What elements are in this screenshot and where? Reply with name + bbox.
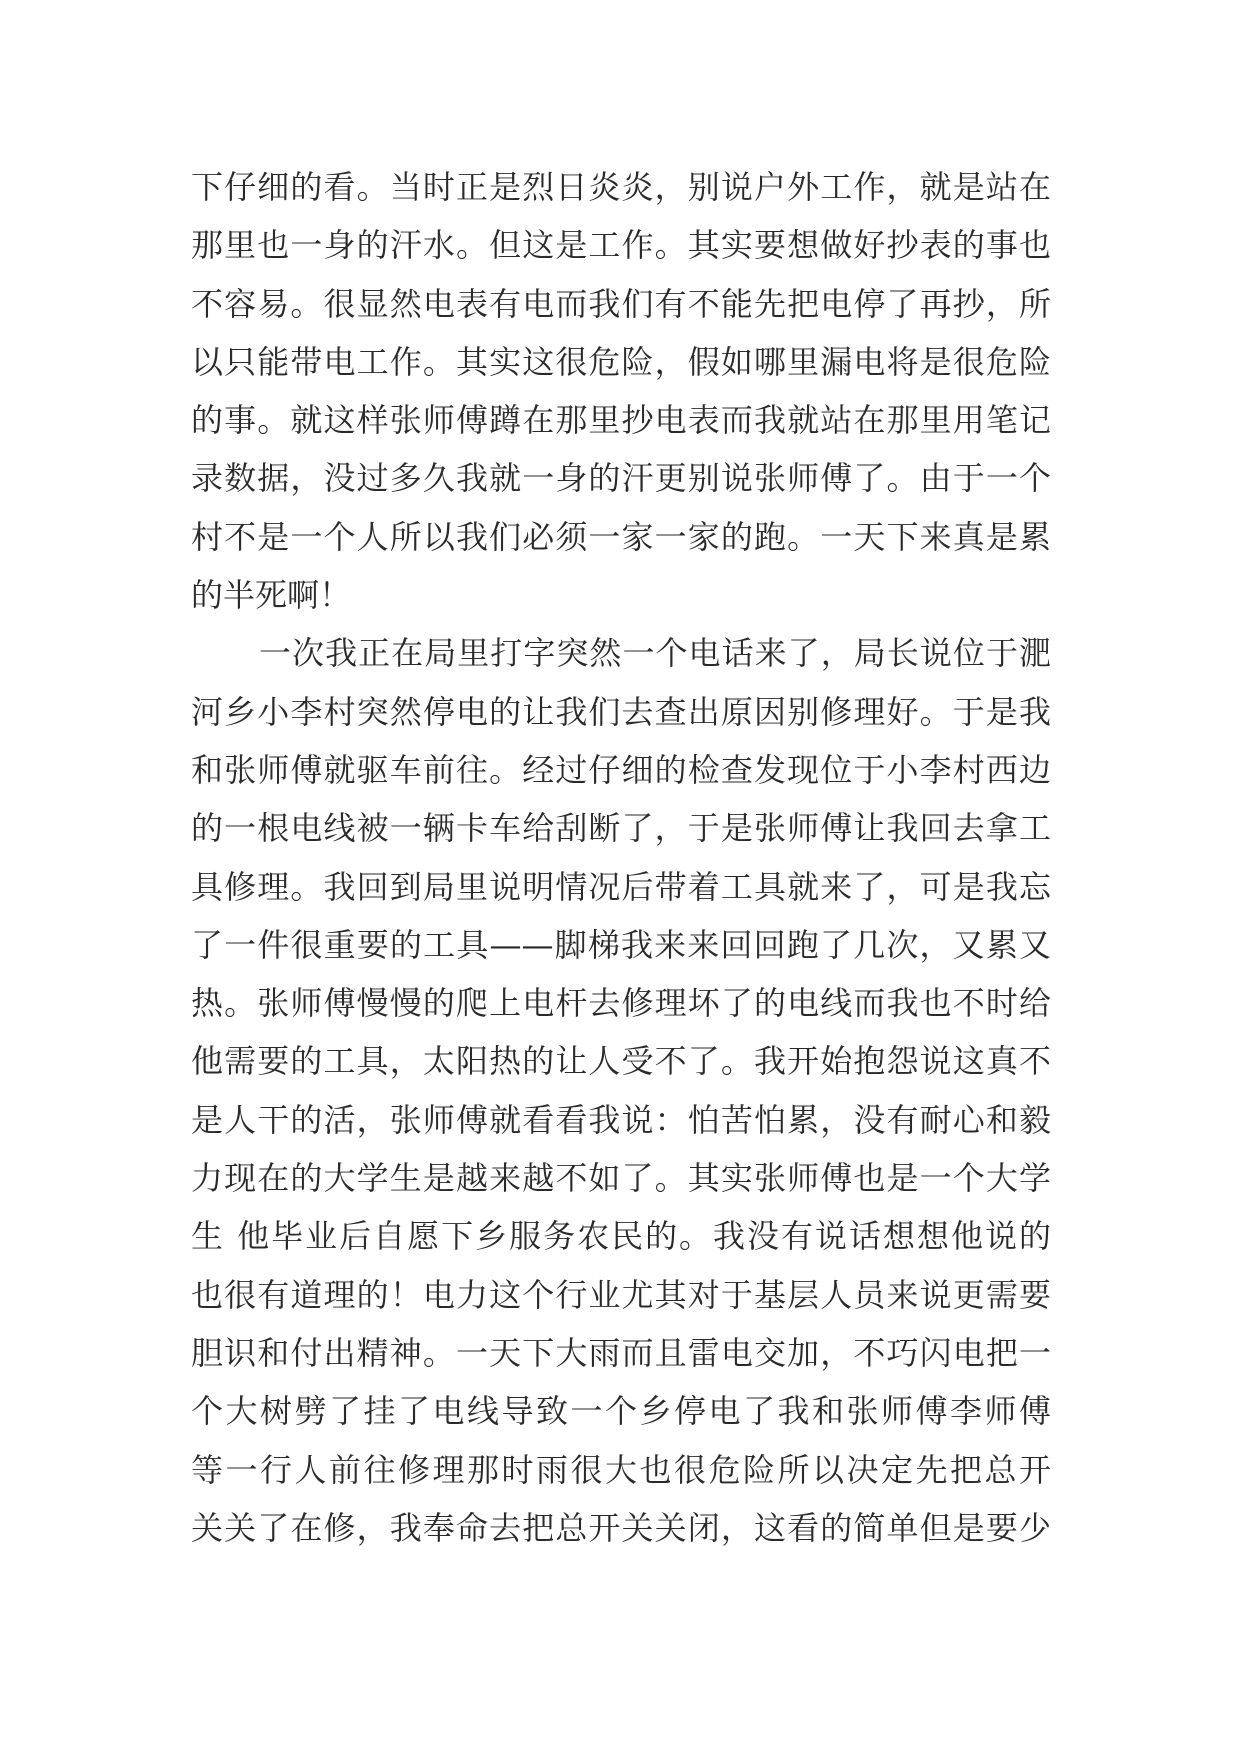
text-line: 的半死啊！ [191, 576, 352, 615]
text-line: 胆识和付出精神。一天下大雨而且雷电交加，不巧闪电把一 [191, 1333, 1051, 1372]
text-line: 关关了在修，我奉命去把总开关关闭，这看的简单但是要少 [191, 1508, 1051, 1547]
text-line: 个大树劈了挂了电线导致一个乡停电了我和张师傅李师傅 [191, 1392, 1051, 1431]
text-line: 了一件很重要的工具——脚梯我来来回回跑了几次，又累又 [191, 925, 1051, 964]
text-line: 以只能带电工作。其实这很危险，假如哪里漏电将是很危险 [191, 342, 1051, 381]
body-text [191, 158, 1051, 1557]
text-line: 具修理。我回到局里说明情况后带着工具就来了，可是我忘 [191, 867, 1051, 906]
text-line: 不容易。很显然电表有电而我们有不能先把电停了再抄，所 [191, 284, 1051, 323]
text-line: 一次我正在局里打字突然一个电话来了，局长说位于淝 [259, 634, 1051, 673]
text-line: 等一行人前往修理那时雨很大也很危险所以决定先把总开 [191, 1450, 1051, 1489]
text-line: 河乡小李村突然停电的让我们去查出原因别修理好。于是我 [191, 692, 1051, 731]
text-line: 下仔细的看。当时正是烈日炎炎，别说户外工作，就是站在 [191, 168, 1051, 206]
text-line: 生 他毕业后自愿下乡服务农民的。我没有说话想想他说的 [191, 1217, 1051, 1256]
text-line: 也很有道理的！电力这个行业尤其对于基层人员来说更需要 [191, 1275, 1051, 1314]
text-line: 力现在的大学生是越来越不如了。其实张师傅也是一个大学 [191, 1159, 1051, 1198]
text-line: 村不是一个人所以我们必须一家一家的跑。一天下来真是累 [191, 517, 1051, 556]
text-line: 的事。就这样张师傅蹲在那里抄电表而我就站在那里用笔记 [191, 401, 1051, 440]
text-line: 和张师傅就驱车前往。经过仔细的检查发现位于小李村西边 [191, 750, 1051, 789]
text-line: 的一根电线被一辆卡车给刮断了，于是张师傅让我回去拿工 [191, 809, 1051, 848]
text-line: 那里也一身的汗水。但这是工作。其实要想做好抄表的事也 [191, 226, 1051, 265]
text-line: 是人干的活，张师傅就看看我说：怕苦怕累，没有耐心和毅 [191, 1100, 1051, 1139]
text-line: 热。张师傅慢慢的爬上电杆去修理坏了的电线而我也不时给 [191, 984, 1051, 1023]
text-line: 录数据，没过多久我就一身的汗更别说张师傅了。由于一个 [191, 459, 1051, 498]
text-line: 他需要的工具，太阳热的让人受不了。我开始抱怨说这真不 [191, 1042, 1051, 1081]
